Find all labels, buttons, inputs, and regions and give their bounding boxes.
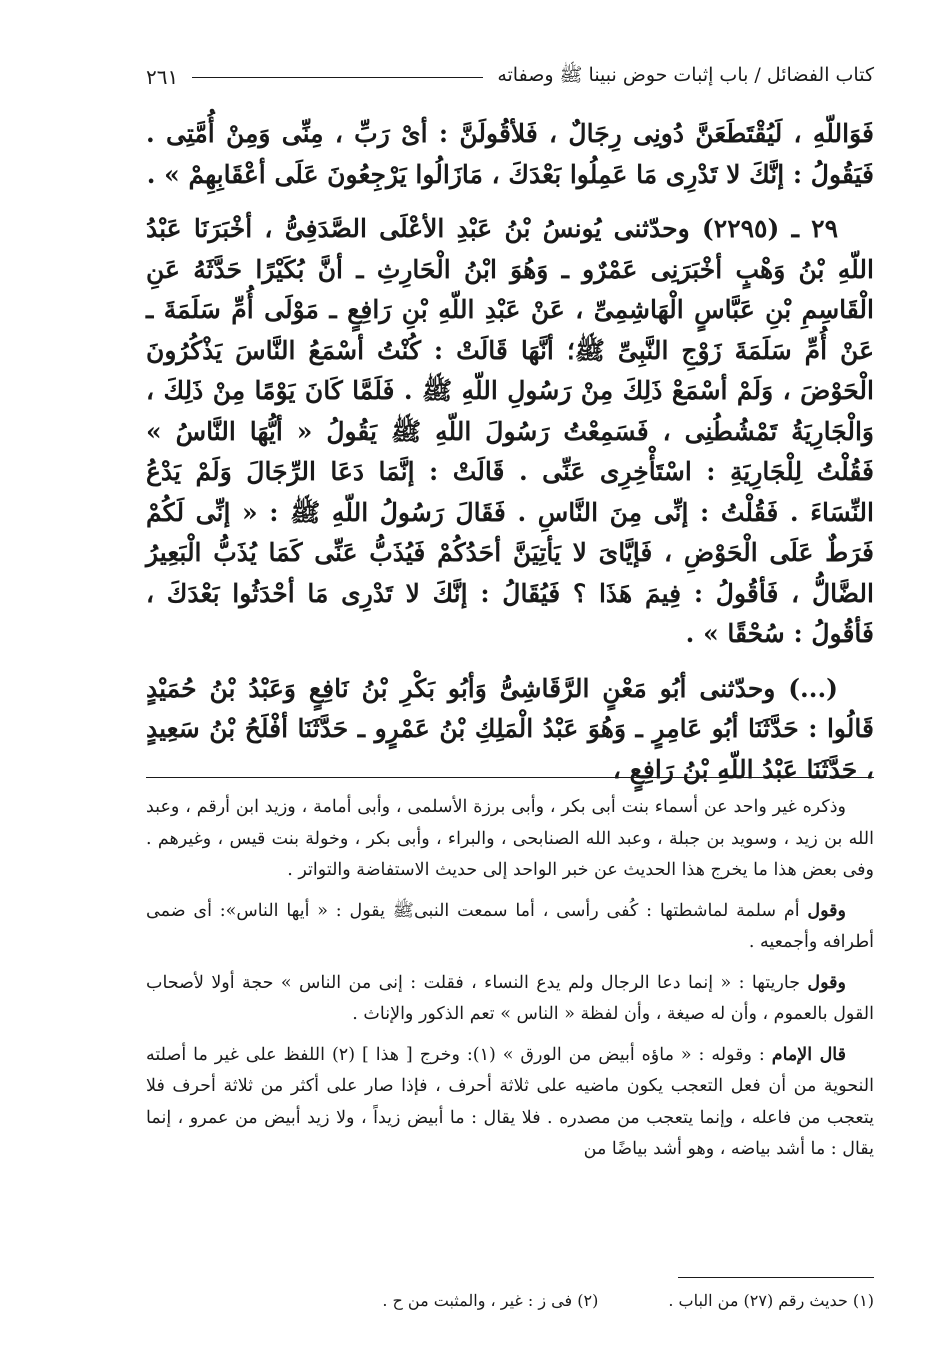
note-2: (٢) فى ز : غير ، والمثبت من ح . (382, 1291, 599, 1310)
chapter-title: كتاب الفضائل / باب إثبات حوض نبينا ﷺ وصفاته (497, 64, 874, 86)
page-notes (146, 1288, 874, 1314)
commentary-paragraph: وذكره غير واحد عن أسماء بنت أبى بكر ، وأبى برزة الأسلمى ، وأبى أمامة ، وزيد ابن أرقم ، وعبد الله بن زيد ، وسويد بن جبلة ، وعبد الله الصنابحى ، والبراء ، وأبى بكر ، وخولة بنت قيس ، وغيرهم . وفى بعض هذا ما يخرج هذا الحديث عن خبر الواحد إلى حديث الاستفاضة والتواتر . (146, 797, 874, 880)
commentary-paragraph (146, 1040, 874, 1166)
commentary-paragraph (146, 896, 874, 959)
commentary-body: أم سلمة لماشطتها : كُفى رأسى ، أما سمعت النبىﷺ يقول : « أيها الناس»: أى ضمى أطرافه وأجمعيه . (146, 900, 874, 952)
hadith-paragraph-2295: ٢٩ ـ (٢٢٩٥) وحدّثنى يُونسُ بْنُ عَبْدِ الأعْلَى الصَّدَفِىُّ ، أخْبَرَنَا عَبْدُ اللّهِ بْنُ وَهْبٍ أخْبَرَنِى عَمْرٌو ـ وَهُوَ ابْنُ الْحَارِثِ ـ أنَّ بُكَيْرًا حَدَّثَهُ عَنِ الْقَاسِمِ بْنِ عَبَّاسٍ الْهَاشِمِىِّ ، عَنْ عَبْدِ اللّهِ بْنِ رَافِعٍ ـ مَوْلَى أُمِّ سَلَمَةَ ـ عَنْ أُمِّ سَلَمَةَ زَوْجِ النَّبِىِّ ﷺ؛ أنَّهَا قَالَتْ : كُنْتُ أسْمَعُ النَّاسَ يَذْكُرُونَ الْحَوْضَ ، وَلَمْ أسْمَعْ ذَلِكَ مِنْ رَسُولِ اللّهِ ﷺ . فَلَمَّا كَانَ يَوْمًا مِنْ ذَلِكَ ، وَالْجَارِيَةُ تَمْشُطُنِى ، فَسَمِعْتُ رَسُولَ اللّهِ ﷺ يَقُولُ « أيُّهَا النَّاسُ » فَقُلْتُ لِلْجَارِيَةِ : اسْتَأْخِرِى عَنِّى . قَالَتْ : إنَّمَا دَعَا الرِّجَالَ وَلَمْ يَدْعُ النِّسَاءَ . فَقُلْتُ : إنِّى مِنَ النَّاسِ . فَقَالَ رَسُولُ اللّهِ ﷺ : « إنِّى لَكُمْ فَرَطٌ عَلَى الْحَوْضِ ، فَإيَّاىَ لا يَأتِيَنَّ أحَدُكُمْ فَيُذَبُّ عَنِّى كَمَا يُذَبُّ الْبَعِيرُ الضَّالُّ ، فَأقُولُ : فِيمَ هَذَا ؟ فَيُقَالُ : إنَّكَ لا تَدْرِى مَا أحْدَثُوا بَعْدَكَ ، فَأقُولُ : سُحْقًا » . (146, 214, 875, 648)
commentary-section (146, 792, 874, 1175)
commentary-lead: وقول (807, 900, 846, 921)
commentary-body: : وقوله : « ماؤه أبيض من الورق » (١): وخرج [ هذا ] (٢) اللفظ على غير ما أصلته النحوية من أن فعل التعجب يكون ماضيه على ثلاثة أحرف ، فإذا صار على أكثر من ثلاثة أحرف فلا يتعجب من فاعله ، وإنما يتعجب من مصدره . فلا يقال : ما أبيض زيداً ، ولا زيد أبيض من عمرو ، إنما يقال : ما أشد بياضه ، وهو أشد بياضًا من (146, 1044, 874, 1159)
commentary-lead: وقول (807, 972, 846, 993)
notes-divider (678, 1277, 874, 1278)
hadith-text (146, 114, 874, 804)
commentary-divider (146, 777, 874, 778)
commentary-body: جاريتها : « إنما دعا الرجال ولم يدع النساء ، فقلت : إنى من الناس » حجة أولا لأصحاب القول بالعموم ، وأن له صيغة ، وأن لفظة « الناس » تعم الذكور والإناث . (146, 972, 874, 1024)
hadith-paragraph-continuation: فَوَاللّهِ ، لَيُقْتَطَعَنَّ دُونِى رِجَالٌ ، فَلأقُولَنَّ : أىْ رَبِّ ، مِنِّى وَمِنْ أُمَّتِى . فَيَقُولُ : إنَّكَ لا تَدْرِى مَا عَمِلُوا بَعْدَكَ ، مَازَالُوا يَرْجِعُونَ عَلَى أعْقَابِهِمْ » . (146, 119, 874, 189)
header-rule (192, 77, 483, 78)
page-number: ٢٦١ (146, 65, 179, 89)
note-1: (١) حديث رقم (٢٧) من الباب . (668, 1291, 874, 1310)
hadith-paragraph-chain: (...) وحدّثنى أبُو مَعْنٍ الرَّقَاشِىُّ وَأبُو بَكْرِ بْنُ نَافِعٍ وَعَبْدُ بْنُ حُمَيْدٍ قَالُوا : حَدَّثَنَا أبُو عَامِرٍ ـ وَهُوَ عَبْدُ الْمَلِكِ بْنُ عَمْرٍو ـ حَدَّثَنَا أفْلَحُ بْنُ سَعِيدٍ ، حَدَّثَنَا عَبْدُ اللّهِ بْنُ رَافِعٍ ، (146, 673, 874, 784)
running-header (146, 62, 874, 92)
commentary-lead: قال الإمام (771, 1044, 846, 1065)
commentary-paragraph (146, 968, 874, 1031)
